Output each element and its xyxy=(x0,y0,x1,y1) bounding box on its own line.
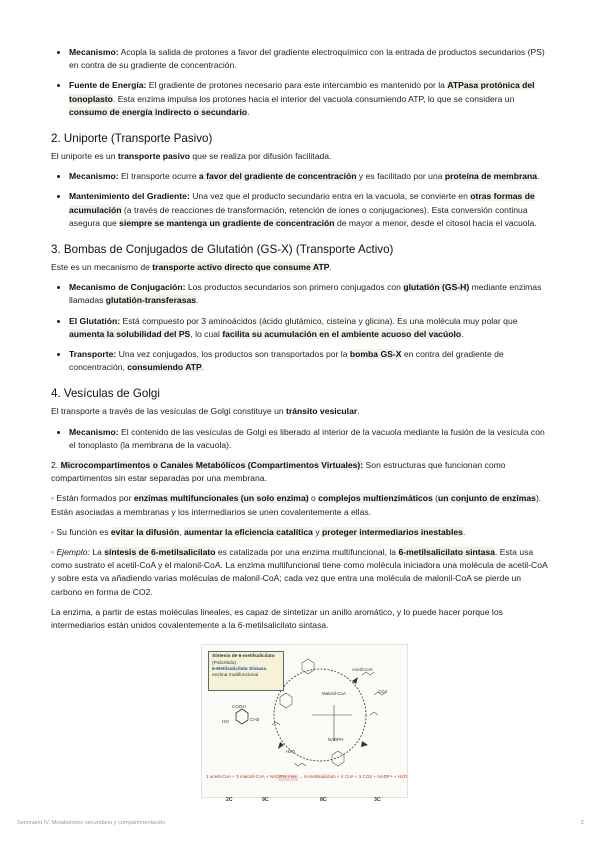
molecule-icon xyxy=(280,693,292,708)
list-item xyxy=(69,281,551,307)
figure-note: enzima multifuncional xyxy=(212,672,259,678)
item-text: El gradiente de protones necesario para este intercambio es mantenido por la xyxy=(146,80,448,91)
highlight: un conjunto de enzimas xyxy=(438,493,536,504)
carbon-count: 2C xyxy=(226,797,233,804)
list-item xyxy=(69,79,551,119)
gsx-list xyxy=(51,281,551,374)
text: o xyxy=(308,493,319,504)
highlight: transporte activo directo que consume ATP xyxy=(152,262,330,273)
highlight: complejos multienzimáticos xyxy=(318,493,433,504)
paragraph xyxy=(51,405,551,418)
paragraph: La enzima, a partir de estas moléculas lineales, es capaz de sintetizar un anillo aromático, y lo puede hacer porque los intermediarios están unidos covalentemente a la 6-metilsalicilato sintasa. xyxy=(51,606,503,631)
item-label: Mecanismo de Conjugación: xyxy=(69,282,186,293)
arrow-icon xyxy=(278,742,284,749)
highlight: siempre se mantenga un gradiente de concentración xyxy=(119,217,335,228)
section-heading-gsx: 3. Bombas de Conjugados de Glutatión (GS-X) (Transporte Activo) xyxy=(51,243,394,257)
list-item xyxy=(69,190,551,230)
polyketide-synthesis-figure xyxy=(201,644,408,804)
item-label: Mecanismo: xyxy=(69,426,119,437)
highlight: aumenta la solubilidad del PS xyxy=(69,328,191,339)
highlight: glutatión (GS-H) xyxy=(403,282,470,293)
paragraph-microcompartments xyxy=(51,459,551,485)
highlight: síntesis de 6-metilsalicilato xyxy=(104,547,216,558)
text: El uniporte es un xyxy=(51,151,118,162)
label-acetyl: Acetil-CoA xyxy=(352,667,373,673)
text: ◦ Su función es xyxy=(51,526,111,537)
highlight: Microcompartimentos o Canales Metabólicos (Compartimentos Virtuales): xyxy=(60,460,364,471)
item-text: El transporte ocurre xyxy=(118,171,199,182)
label-cooh: COOH xyxy=(232,704,246,710)
text: 2. xyxy=(51,460,61,471)
label-malonyl: Malonil-CoA xyxy=(322,691,346,697)
golgi-list xyxy=(51,426,551,452)
item-text: Está compuesto por 3 aminoácidos (ácido glutámico, cisteína y glicina). Es una molécula muy polar que xyxy=(120,315,518,326)
list-item xyxy=(69,46,551,72)
paragraph xyxy=(51,492,551,518)
item-text: Una vez conjugados, los productos son transportados por la xyxy=(116,349,350,360)
figure-subtitle: (Policétido) xyxy=(212,660,236,666)
item-text: , lo cual xyxy=(190,328,223,339)
text: ). Están asociadas a membranas y los intermediarios se unen covalentemente a ellas. xyxy=(51,493,542,517)
list-item xyxy=(69,426,551,452)
item-text: . xyxy=(201,362,205,373)
item-text: de mayor a menor, desde el citosol hacia el vacuola. xyxy=(334,217,537,228)
item-text: Acopla la salida de protones a favor del gradiente electroquímico con la entrada de productos secundarios (PS) en contra de su gradiente de concentración. xyxy=(69,47,545,71)
item-text: (a través de reacciones de transformación, retención de iones o conjugaciones). Esta conversión continua asegura que xyxy=(69,204,528,228)
figure-title: Síntesis de 6-metilsalicilato xyxy=(212,654,275,660)
text: Este es un mecanismo de xyxy=(51,262,153,273)
text: , xyxy=(179,526,184,537)
highlight: facilita su acumulación en el ambiente acuoso del vacúolo xyxy=(222,328,462,339)
highlight: 6-metilsalicilato sintasa xyxy=(398,547,495,558)
text: ◦ Están formados por xyxy=(51,493,134,504)
carbon-count: 9C xyxy=(262,797,269,804)
section-heading-golgi: 4. Vesículas de Golgi xyxy=(51,387,160,401)
figure-title-box xyxy=(208,651,284,691)
text: ◦ xyxy=(51,547,57,558)
item-text: Una vez que el producto secundario entra en la vacuola, se convierte en xyxy=(189,191,471,202)
label-h2o: H2O xyxy=(286,749,296,755)
label-nadph: NADPH xyxy=(328,737,344,743)
paragraph xyxy=(51,261,551,274)
text: . xyxy=(357,406,360,417)
section-heading-uniporte: 2. Uniporte (Transporte Pasivo) xyxy=(51,132,213,146)
label-ch3: CH3 xyxy=(250,717,260,723)
intro-list xyxy=(51,46,551,119)
item-label: Transporte: xyxy=(69,349,117,360)
highlight: proteger intermediarios inestables xyxy=(322,526,463,537)
highlight: aumentar la eficiencia catalítica xyxy=(183,526,313,537)
text: . Esta usa como sustrato el acetil-CoA y el malonil-CoA. La enzima multifuncional tiene como molécula iniciadora una molécula de acetil-CoA y sobre esta va añadiendo varias moléculas de malonil-CoA; cada vez que entra una molécula de malonil-CoA se pierde un carbono en forma de CO2. xyxy=(51,547,548,597)
item-text: y es facilitado por una xyxy=(356,171,445,182)
highlight: enzimas multifuncionales (un solo enzima) xyxy=(133,493,309,504)
item-label: Mecanismo: xyxy=(69,171,119,182)
carbon-count: 3C xyxy=(374,797,381,804)
highlight: evitar la difusión xyxy=(110,526,180,537)
page-number: 2 xyxy=(580,820,584,826)
uniporte-list xyxy=(51,170,551,230)
italic-text: Ejemplo: xyxy=(56,547,90,558)
item-text: El contenido de las vesículas de Golgi es liberado al interior de la vacuola mediante la fusión de la vesícula con el tonoplasto (la membrana de la vacuola). xyxy=(69,426,545,450)
highlight: proteína de membrana xyxy=(444,171,538,182)
highlight: ATPasa protónica del tonoplasto xyxy=(69,80,535,104)
item-label: El Glutatión: xyxy=(69,315,121,326)
text: El transporte a través de las vesículas de Golgi constituye un xyxy=(51,406,287,417)
highlight: bomba GS-X xyxy=(349,349,402,360)
text: es catalizada por una enzima multifuncional, la xyxy=(215,547,399,558)
item-text: . xyxy=(461,328,464,339)
paragraph xyxy=(51,150,551,163)
label-ho: HO xyxy=(222,719,229,725)
item-text: mediante enzimas llamadas xyxy=(69,282,542,306)
list-item xyxy=(69,315,551,341)
item-label: Mecanismo: xyxy=(69,47,119,57)
text: . xyxy=(462,526,466,537)
list-item xyxy=(69,170,551,183)
text: ( xyxy=(432,493,439,504)
item-text: . Esta enzima impulsa los protones hacia el interior del vacuola consumiendo ATP, lo que se considera un xyxy=(112,93,515,104)
text: Son estructuras que funcionan como compartimentos sin estar separadas por una membrana. xyxy=(51,460,506,484)
arrow-icon xyxy=(361,741,368,747)
text: y xyxy=(312,526,323,537)
highlight: consumiendo ATP xyxy=(127,362,202,373)
highlight: a favor del gradiente de concentración xyxy=(198,171,357,182)
bold-text: tránsito vesicular xyxy=(286,406,358,417)
footer-title: Seminario IV. Metabolismo secundario y compartimentación xyxy=(17,820,166,826)
figure-equation: 1 acetil-CoA + 3 malonil-CoA + NADPH + H+ → 6-metilsalicilato + 4 CoA + 3 CO2 + NADP+ + H2O xyxy=(206,774,408,780)
highlight: consumo de energía indirecto o secundario xyxy=(69,106,248,117)
label-co2: CO2 xyxy=(378,689,388,695)
item-text: . xyxy=(537,171,540,182)
text: que se realiza por difusión facilitada. xyxy=(190,151,332,162)
text: La xyxy=(89,547,105,558)
text: . xyxy=(329,262,332,273)
list-item xyxy=(69,348,551,374)
item-text: . xyxy=(196,295,199,306)
highlight: otras formas de acumulación xyxy=(69,191,535,215)
figure-enzyme: 6-Metilsalicilato Sintasa xyxy=(212,666,267,672)
document-page xyxy=(51,46,551,804)
paragraph xyxy=(51,526,551,539)
item-text: Los productos secundarios son primero conjugados con xyxy=(185,282,404,293)
paragraph xyxy=(51,546,551,599)
item-text: . xyxy=(247,106,250,117)
bold-text: transporte pasivo xyxy=(117,151,191,162)
carbon-count: 8C xyxy=(320,797,327,804)
item-text: en contra del gradiente de concentración, xyxy=(69,349,504,373)
highlight: glutatión-transferasas xyxy=(105,295,197,306)
item-label: Mantenimiento del Gradiente: xyxy=(69,191,190,202)
item-label: Fuente de Energía: xyxy=(69,80,147,91)
